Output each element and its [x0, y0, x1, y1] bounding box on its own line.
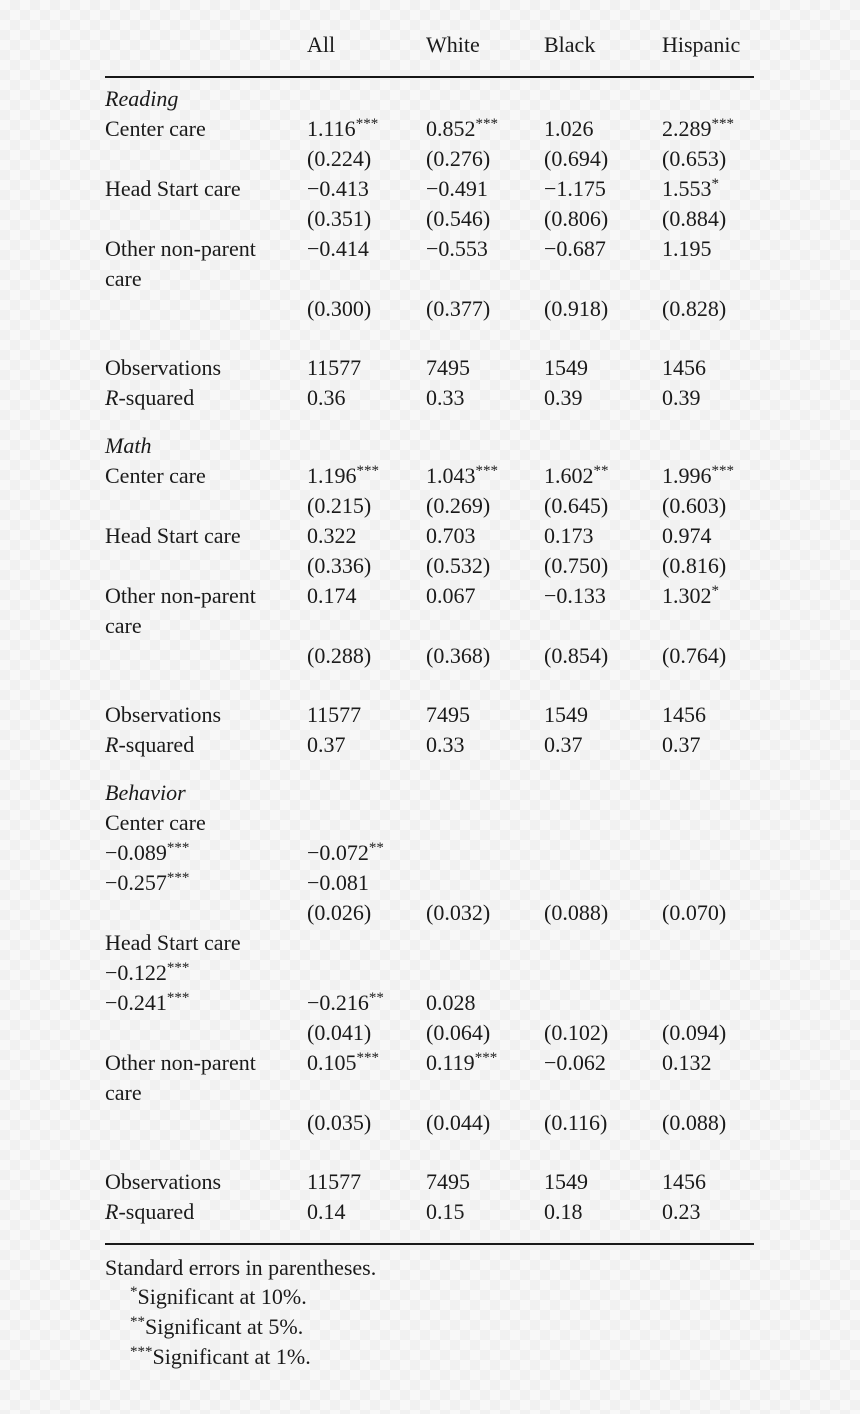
significance-stars: *** [475, 116, 498, 132]
standard-error [426, 298, 490, 320]
standard-error [662, 645, 726, 667]
significance-stars: *** [475, 463, 498, 479]
row-label-continued [105, 1082, 142, 1104]
coefficient [307, 118, 378, 140]
coefficient [105, 962, 189, 984]
coefficient-text: 0.028 [426, 990, 476, 1015]
column-header-white [426, 34, 480, 56]
r-squared-value [662, 387, 701, 409]
observations-label-text: Observations [105, 1169, 222, 1194]
coefficient-text: −0.414 [307, 236, 369, 261]
section-title-text: Reading [105, 86, 179, 111]
coefficient [544, 525, 594, 547]
coefficient-text: −0.241 [105, 990, 167, 1015]
standard-error [544, 555, 608, 577]
coefficient [307, 178, 369, 200]
coefficient-text: 0.852 [426, 116, 476, 141]
standard-error [544, 148, 608, 170]
significance-stars: *** [355, 116, 379, 132]
coefficient [307, 525, 357, 547]
coefficient [307, 872, 369, 894]
r-squared-value [307, 387, 346, 409]
row-label [105, 585, 256, 607]
row-label-text: Other non-parent [105, 236, 256, 261]
coefficient [426, 992, 476, 1014]
coefficient-text: −0.553 [426, 236, 488, 261]
standard-error [544, 208, 608, 230]
r-squared-value [307, 1201, 346, 1223]
r-squared-value-text: 0.14 [307, 1199, 346, 1224]
observations-value-text: 7495 [426, 1169, 470, 1194]
coefficient [662, 178, 719, 200]
standard-error [307, 645, 371, 667]
coefficient [105, 992, 189, 1014]
row-label [105, 238, 256, 260]
column-header-black [544, 34, 595, 56]
coefficient-text: −0.413 [307, 176, 369, 201]
row-label [105, 178, 241, 200]
table-note-text: Significant at 1%. [152, 1344, 311, 1369]
coefficient [426, 118, 498, 140]
observations-value [544, 704, 588, 726]
r-squared-label: R-squared [105, 385, 195, 410]
significance-stars: *** [166, 870, 190, 886]
standard-error-text: (0.044) [426, 1110, 491, 1135]
row-label-text: Other non-parent [105, 583, 256, 608]
coefficient-text: 0.105 [307, 1050, 357, 1075]
table-note-text: Standard errors in parentheses. [105, 1255, 377, 1280]
r-squared-value-text: 0.33 [426, 385, 465, 410]
standard-error [662, 1112, 726, 1134]
standard-error-text: (0.224) [307, 146, 372, 171]
r-squared-value [544, 734, 583, 756]
coefficient-text: −0.072 [307, 840, 369, 865]
standard-error-text: (0.377) [426, 296, 491, 321]
row-label-text: Center care [105, 463, 206, 488]
row-label-text: Head Start care [105, 523, 241, 548]
r-squared-value-text: 0.23 [662, 1199, 701, 1224]
coefficient-text: 1.553 [662, 176, 712, 201]
coefficient-text: −0.122 [105, 960, 167, 985]
row-label [105, 525, 241, 547]
row-label-text: Center care [105, 116, 206, 141]
significance-stars: *** [356, 463, 379, 479]
coefficient [544, 178, 606, 200]
standard-error-text: (0.750) [544, 553, 609, 578]
coefficient [307, 238, 369, 260]
standard-error-text: (0.215) [307, 493, 372, 518]
observations-label [105, 704, 221, 726]
row-label-continued-text: care [105, 613, 142, 638]
significance-stars: *** [166, 990, 190, 1006]
section-title [105, 88, 178, 110]
standard-error-text: (0.603) [662, 493, 727, 518]
row-label-text: Other non-parent [105, 1050, 256, 1075]
standard-error-text: (0.094) [662, 1020, 727, 1045]
standard-error [307, 208, 371, 230]
significance-stars: ** [593, 463, 609, 479]
r-squared-value-text: 0.39 [662, 385, 701, 410]
top-rule [105, 76, 754, 78]
coefficient [426, 465, 498, 487]
coefficient [307, 842, 384, 864]
r-squared-value [426, 1201, 465, 1223]
observations-value [426, 704, 470, 726]
standard-error-text: (0.088) [662, 1110, 727, 1135]
column-header-all-text: All [307, 32, 336, 57]
coefficient [426, 178, 488, 200]
standard-error-text: (0.645) [544, 493, 609, 518]
significance-stars: ** [130, 1314, 145, 1330]
standard-error [544, 645, 608, 667]
standard-error [307, 495, 371, 517]
coefficient-text: 0.119 [426, 1050, 475, 1075]
observations-value-text: 1549 [544, 355, 588, 380]
r-squared-value [662, 1201, 701, 1223]
standard-error [307, 298, 371, 320]
coefficient-text: 0.974 [662, 523, 712, 548]
r-squared-value [426, 387, 465, 409]
observations-value [544, 357, 588, 379]
row-label [105, 465, 206, 487]
standard-error-text: (0.351) [307, 206, 372, 231]
significance-stars: * [130, 1284, 138, 1300]
standard-error-text: (0.288) [307, 643, 372, 668]
observations-value-text: 11577 [307, 702, 362, 727]
table-note [130, 1286, 307, 1308]
standard-error [662, 555, 726, 577]
coefficient-text: −0.491 [426, 176, 488, 201]
standard-error [307, 555, 371, 577]
observations-label-text: Observations [105, 355, 222, 380]
coefficient [544, 585, 606, 607]
r-squared-value [544, 1201, 583, 1223]
table-note [105, 1257, 376, 1279]
column-header-white-text: White [426, 32, 480, 57]
standard-error [426, 148, 490, 170]
r-squared-value [426, 734, 465, 756]
coefficient-text: 0.703 [426, 523, 476, 548]
significance-stars: ** [368, 840, 384, 856]
observations-value [544, 1171, 588, 1193]
row-label [105, 118, 206, 140]
significance-stars: *** [166, 840, 190, 856]
standard-error [662, 495, 726, 517]
coefficient-text: −0.216 [307, 990, 369, 1015]
coefficient-text: 0.322 [307, 523, 357, 548]
r-squared-value [544, 387, 583, 409]
observations-value [662, 357, 706, 379]
significance-stars: * [711, 583, 719, 599]
coefficient [105, 872, 189, 894]
standard-error-text: (0.532) [426, 553, 491, 578]
coefficient-text: −0.257 [105, 870, 167, 895]
standard-error [426, 208, 490, 230]
row-label-continued [105, 615, 142, 637]
standard-error-text: (0.070) [662, 900, 727, 925]
column-header-hispanic [662, 34, 740, 56]
standard-error-text: (0.041) [307, 1020, 372, 1045]
coefficient-text: 1.302 [662, 583, 712, 608]
coefficient [662, 585, 719, 607]
observations-value [426, 357, 470, 379]
significance-stars: *** [130, 1344, 153, 1360]
standard-error [307, 1112, 371, 1134]
coefficient [662, 118, 734, 140]
standard-error [426, 495, 490, 517]
coefficient [662, 238, 712, 260]
standard-error-text: (0.102) [544, 1020, 609, 1045]
coefficient [544, 118, 594, 140]
observations-value-text: 11577 [307, 355, 362, 380]
r-squared-value-text: 0.39 [544, 385, 583, 410]
coefficient-text: 1.026 [544, 116, 594, 141]
observations-value [662, 704, 706, 726]
table-note-text: Significant at 10%. [137, 1284, 307, 1309]
observations-value [426, 1171, 470, 1193]
coefficient [426, 585, 476, 607]
coefficient [662, 465, 734, 487]
standard-error-text: (0.088) [544, 900, 609, 925]
coefficient [426, 238, 488, 260]
r-squared-value-text: 0.37 [544, 732, 583, 757]
standard-error-text: (0.653) [662, 146, 727, 171]
observations-value [307, 704, 361, 726]
standard-error-text: (0.032) [426, 900, 491, 925]
observations-value-text: 1549 [544, 1169, 588, 1194]
coefficient [426, 1052, 497, 1074]
r-squared-value-text: 0.37 [307, 732, 346, 757]
coefficient-text: 1.195 [662, 236, 712, 261]
row-label-text: Center care [105, 810, 206, 835]
standard-error-text: (0.300) [307, 296, 372, 321]
standard-error [426, 1022, 490, 1044]
coefficient-text: 1.196 [307, 463, 357, 488]
standard-error [426, 555, 490, 577]
standard-error-text: (0.368) [426, 643, 491, 668]
row-label [105, 932, 241, 954]
significance-stars: *** [474, 1050, 498, 1066]
standard-error-text: (0.884) [662, 206, 727, 231]
coefficient-text: −0.089 [105, 840, 167, 865]
standard-error [662, 298, 726, 320]
significance-stars: *** [356, 1050, 379, 1066]
r-squared-value-text: 0.36 [307, 385, 346, 410]
standard-error [662, 208, 726, 230]
row-label-continued-text: care [105, 266, 142, 291]
standard-error-text: (0.918) [544, 296, 609, 321]
column-header-hispanic-text: Hispanic [662, 32, 741, 57]
coefficient [105, 842, 189, 864]
column-header-black-text: Black [544, 32, 596, 57]
standard-error [662, 1022, 726, 1044]
r-squared-label: R-squared [105, 732, 195, 757]
standard-error [662, 148, 726, 170]
coefficient [307, 1052, 379, 1074]
coefficient [307, 585, 357, 607]
standard-error-text: (0.269) [426, 493, 491, 518]
coefficient [307, 465, 379, 487]
section-title [105, 782, 186, 804]
observations-value-text: 1456 [662, 1169, 706, 1194]
standard-error-text: (0.276) [426, 146, 491, 171]
standard-error [544, 495, 608, 517]
observations-label-text: Observations [105, 702, 222, 727]
r-squared-value [307, 734, 346, 756]
section-title-text: Math [105, 433, 152, 458]
r-squared-value-text: 0.15 [426, 1199, 465, 1224]
r-squared-value-text: 0.18 [544, 1199, 583, 1224]
observations-value-text: 1549 [544, 702, 588, 727]
standard-error-text: (0.694) [544, 146, 609, 171]
standard-error [307, 148, 371, 170]
section-title [105, 435, 151, 457]
observations-value-text: 11577 [307, 1169, 362, 1194]
row-label [105, 1052, 256, 1074]
standard-error-text: (0.026) [307, 900, 372, 925]
coefficient-text: 0.067 [426, 583, 476, 608]
coefficient-text: 0.132 [662, 1050, 712, 1075]
coefficient [544, 1052, 606, 1074]
standard-error-text: (0.828) [662, 296, 727, 321]
standard-error [307, 902, 371, 924]
standard-error [544, 902, 608, 924]
standard-error [426, 902, 490, 924]
standard-error [544, 298, 608, 320]
table-note [130, 1316, 303, 1338]
coefficient [544, 238, 606, 260]
observations-value [662, 1171, 706, 1193]
table-note [130, 1346, 311, 1368]
column-header-all [307, 34, 335, 56]
coefficient-text: −0.133 [544, 583, 606, 608]
standard-error [544, 1112, 607, 1134]
standard-error-text: (0.064) [426, 1020, 491, 1045]
significance-stars: ** [368, 990, 384, 1006]
table-note-text: Significant at 5%. [145, 1314, 304, 1339]
standard-error-text: (0.546) [426, 206, 491, 231]
standard-error [426, 1112, 490, 1134]
observations-value-text: 7495 [426, 702, 470, 727]
coefficient-text: −0.081 [307, 870, 369, 895]
observations-value [307, 1171, 361, 1193]
section-title-text: Behavior [105, 780, 186, 805]
standard-error [544, 1022, 608, 1044]
significance-stars: *** [166, 960, 190, 976]
standard-error [307, 1022, 371, 1044]
coefficient-text: 0.174 [307, 583, 357, 608]
observations-value-text: 1456 [662, 355, 706, 380]
significance-stars: *** [711, 463, 734, 479]
coefficient-text: 1.602 [544, 463, 594, 488]
standard-error [426, 645, 490, 667]
standard-error-text: (0.816) [662, 553, 727, 578]
coefficient-text: 1.996 [662, 463, 712, 488]
row-label [105, 812, 206, 834]
coefficient [662, 1052, 712, 1074]
bottom-rule [105, 1243, 754, 1245]
row-label-continued [105, 268, 142, 290]
standard-error-text: (0.854) [544, 643, 609, 668]
coefficient-text: 1.043 [426, 463, 476, 488]
coefficient-text: −1.175 [544, 176, 606, 201]
r-squared-value-text: 0.33 [426, 732, 465, 757]
coefficient-text: 1.116 [307, 116, 356, 141]
r-squared-value [662, 734, 701, 756]
significance-stars: * [711, 176, 719, 192]
coefficient [662, 525, 712, 547]
standard-error-text: (0.336) [307, 553, 372, 578]
coefficient [544, 465, 609, 487]
standard-error-text: (0.116) [544, 1110, 608, 1135]
observations-value [307, 357, 361, 379]
standard-error-text: (0.764) [662, 643, 727, 668]
coefficient-text: 2.289 [662, 116, 712, 141]
observations-label [105, 357, 221, 379]
row-label-continued-text: care [105, 1080, 142, 1105]
standard-error-text: (0.035) [307, 1110, 372, 1135]
observations-value-text: 1456 [662, 702, 706, 727]
observations-value-text: 7495 [426, 355, 470, 380]
observations-label [105, 1171, 221, 1193]
coefficient [307, 992, 384, 1014]
standard-error [662, 902, 726, 924]
significance-stars: *** [711, 116, 734, 132]
coefficient-text: 0.173 [544, 523, 594, 548]
r-squared-label: R-squared [105, 1199, 195, 1224]
row-label-text: Head Start care [105, 930, 241, 955]
coefficient-text: −0.687 [544, 236, 606, 261]
standard-error-text: (0.806) [544, 206, 609, 231]
r-squared-value-text: 0.37 [662, 732, 701, 757]
coefficient-text: −0.062 [544, 1050, 606, 1075]
coefficient [426, 525, 476, 547]
row-label-text: Head Start care [105, 176, 241, 201]
